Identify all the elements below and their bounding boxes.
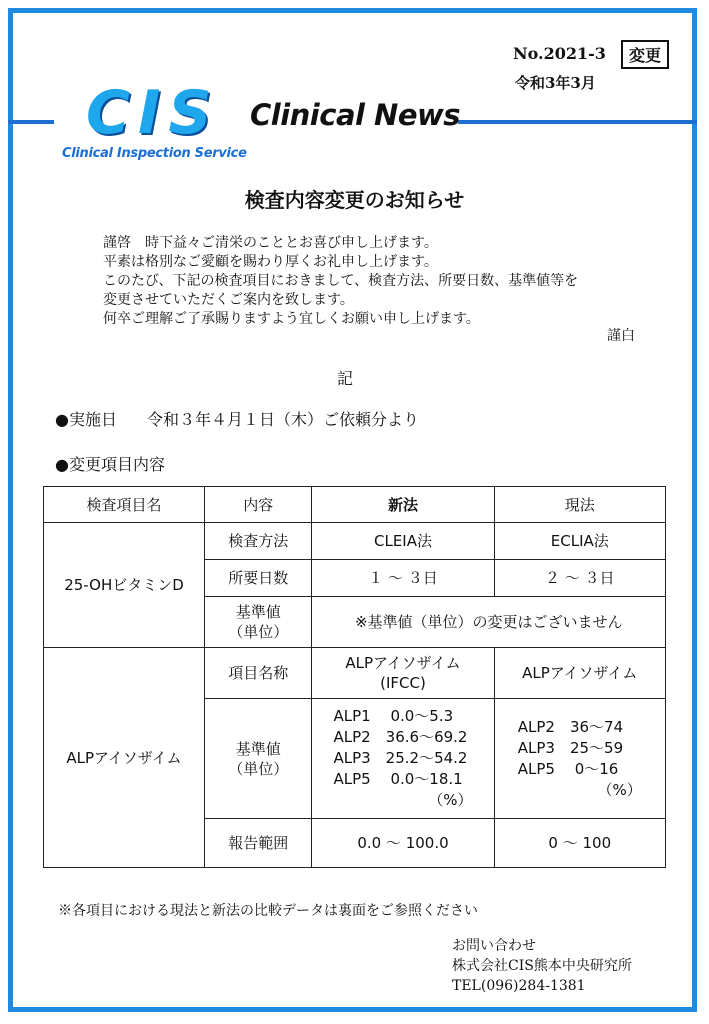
document-title: 検査内容変更のお知らせ (244, 188, 465, 212)
contact-tel: TEL(096)284-1381 (452, 978, 586, 994)
table-row (44, 648, 666, 699)
alp-range-old: 0 ～ 100 (494, 819, 665, 868)
contact-company: 株式会社CIS熊本中央研究所 (452, 958, 632, 974)
issue-date: 令和3年3月 (515, 74, 596, 92)
alp-range-label: 報告範囲 (205, 819, 312, 868)
alp-ref-label: 基準値 （単位） (205, 699, 312, 819)
implementation-value: 令和３年４月１日（木）ご依頼分より (146, 410, 419, 429)
greeting-line: 謹啓 時下益々ご清栄のこととお喜び申し上げます。 (103, 235, 438, 251)
vitd-days-new: １ ～ ３日 (312, 560, 494, 597)
alp-ref-old: ALP2 36～74 ALP3 25～59 ALP5 0～16 （%） (517, 717, 642, 799)
issue-number: No.2021-3 (513, 44, 606, 63)
implementation-date (55, 407, 419, 430)
changes-heading: ●変更項目内容 (55, 455, 165, 474)
vitd-method-old: ECLIA法 (494, 523, 665, 560)
greeting-line: 何卒ご理解ご了承賜りますよう宜しくお願い申し上げます。 (103, 311, 480, 327)
contact-heading: お問い合わせ (452, 938, 536, 954)
vitd-method-new: CLEIA法 (312, 523, 494, 560)
vitd-ref-note: ※基準値（単位）の変更はございません (312, 597, 666, 648)
vitd-name: 25-OHビタミンD (44, 523, 205, 648)
vitd-days-old: ２ ～ ３日 (494, 560, 665, 597)
alp-item-new: ALPアイソザイム (IFCC) (312, 648, 494, 699)
greeting-paragraph (103, 234, 578, 329)
change-table (43, 486, 666, 868)
header-item-name: 検査項目名 (44, 487, 205, 523)
header-content: 内容 (205, 487, 312, 523)
alp-item-old: ALPアイソザイム (494, 648, 665, 699)
logo-subtitle: Clinical Inspection Service (62, 146, 247, 161)
vitd-ref-label: 基準値 （単位） (205, 597, 312, 648)
closing-word: 謹白 (607, 328, 635, 344)
header-new-method: 新法 (312, 487, 494, 523)
vitd-days-label: 所要日数 (205, 560, 312, 597)
table-header-row (44, 487, 666, 523)
header-rule-left (8, 120, 54, 124)
change-tag: 変更 (621, 40, 669, 69)
greeting-line: 変更させていただくご案内を致します。 (103, 292, 354, 308)
ki-heading: 記 (337, 369, 354, 388)
alp-ref-old-cell (494, 699, 665, 819)
header-current-method: 現法 (494, 487, 665, 523)
alp-ref-new: ALP1 0.0～5.3 ALP2 36.6～69.2 ALP3 25.2～54.2 ALP5 0.0～18.1 （%） (333, 707, 473, 809)
table-row (44, 523, 666, 560)
contact-block (452, 936, 632, 996)
cis-logo: CIS (86, 78, 220, 148)
alp-ref-new-cell (312, 699, 494, 819)
alp-range-new: 0.0 ～ 100.0 (312, 819, 494, 868)
footnote: ※各項目における現法と新法の比較データは裏面をご参照ください (58, 903, 478, 919)
alp-item-label: 項目名称 (205, 648, 312, 699)
implementation-label: ●実施日 (55, 410, 117, 429)
alp-name: ALPアイソザイム (44, 648, 205, 868)
vitd-method-label: 検査方法 (205, 523, 312, 560)
header-rule-right (458, 120, 697, 124)
greeting-line: 平素は格別なご愛顧を賜わり厚くお礼申し上げます。 (103, 254, 438, 270)
newsletter-title: Clinical News (250, 98, 461, 132)
greeting-line: このたび、下記の検査項目におきまして、検査方法、所要日数、基準値等を (103, 273, 579, 289)
